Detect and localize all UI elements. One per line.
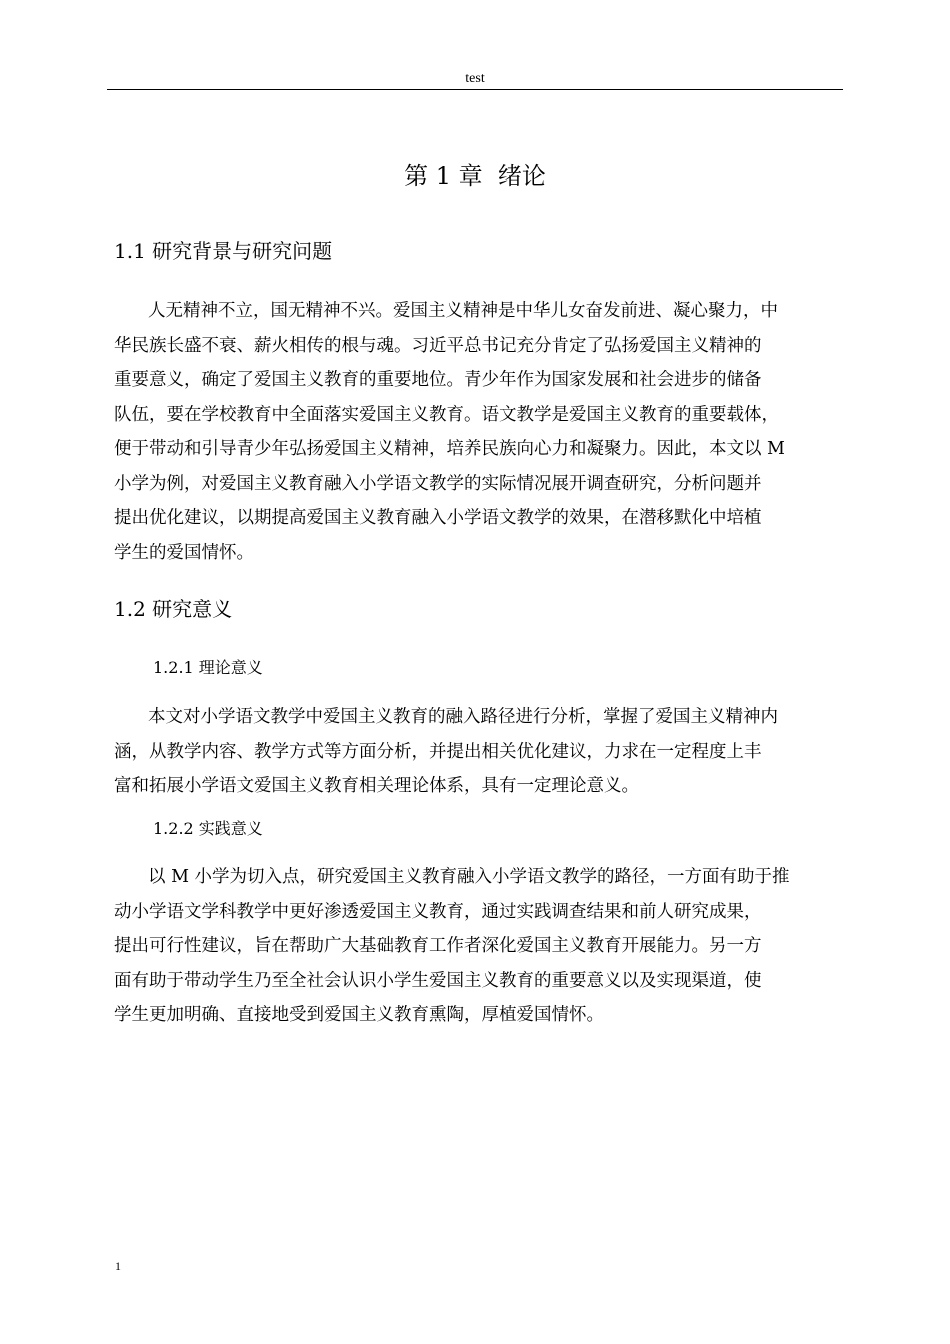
paragraph-line: 动小学语文学科教学中更好渗透爱国主义教育，通过实践调查结果和前人研究成果， [114,901,762,922]
paragraph-line: 提出可行性建议，旨在帮助广大基础教育工作者深化爱国主义教育开展能力。另一方 [114,936,762,956]
subsection-heading-1-2-1: 1.2.1 理论意义 [153,658,263,677]
page-number: 1 [115,1259,121,1273]
paragraph-line: 学生更加明确、直接地受到爱国主义教育熏陶，厚植爱国情怀。 [114,1005,604,1025]
page-header: test [465,71,485,86]
paragraph-line: 便于带动和引导青少年弘扬爱国主义精神，培养民族向心力和凝聚力。因此，本文以 M [114,439,785,459]
paragraph-line: 学生的爱国情怀。 [114,542,254,563]
paragraph-line: 小学为例，对爱国主义教育融入小学语文教学的实际情况展开调查研究，分析问题并 [114,473,762,494]
subsection-heading-1-2-2: 1.2.2 实践意义 [153,819,263,838]
paragraph-line: 华民族长盛不衰、薪火相传的根与魂。习近平总书记充分肯定了弘扬爱国主义精神的 [114,335,762,356]
paragraph-line: 涵，从教学内容、教学方式等方面分析，并提出相关优化建议，力求在一定程度上丰 [114,741,762,762]
paragraph-line: 重要意义，确定了爱国主义教育的重要地位。青少年作为国家发展和社会进步的储备 [114,370,762,390]
paragraph-theoretical-significance [114,700,836,804]
paragraph-line: 队伍，要在学校教育中全面落实爱国主义教育。语文教学是爱国主义教育的重要载体， [114,404,779,425]
section-heading-1-2: 1.2 研究意义 [114,597,233,621]
paragraph-line: 提出优化建议，以期提高爱国主义教育融入小学语文教学的效果，在潜移默化中培植 [114,508,762,528]
paragraph-line: 人无精神不立，国无精神不兴。爱国主义精神是中华儿女奋发前进、凝心聚力，中 [148,301,778,321]
paragraph-practical-significance [114,860,836,1033]
paragraph-line: 本文对小学语文教学中爱国主义教育的融入路径进行分析，掌握了爱国主义精神内 [148,707,778,727]
paragraph-research-background [114,294,836,570]
paragraph-line: 面有助于带动学生乃至全社会认识小学生爱国主义教育的重要意义以及实现渠道，使 [114,970,762,991]
section-heading-1-1: 1.1 研究背景与研究问题 [114,239,333,263]
chapter-title: 第 1 章 绪论 [404,162,546,190]
header-rule [107,89,843,90]
paragraph-line: 富和拓展小学语文爱国主义教育相关理论体系，具有一定理论意义。 [114,776,639,796]
paragraph-line: 以 M 小学为切入点，研究爱国主义教育融入小学语文教学的路径，一方面有助于推 [148,867,790,887]
